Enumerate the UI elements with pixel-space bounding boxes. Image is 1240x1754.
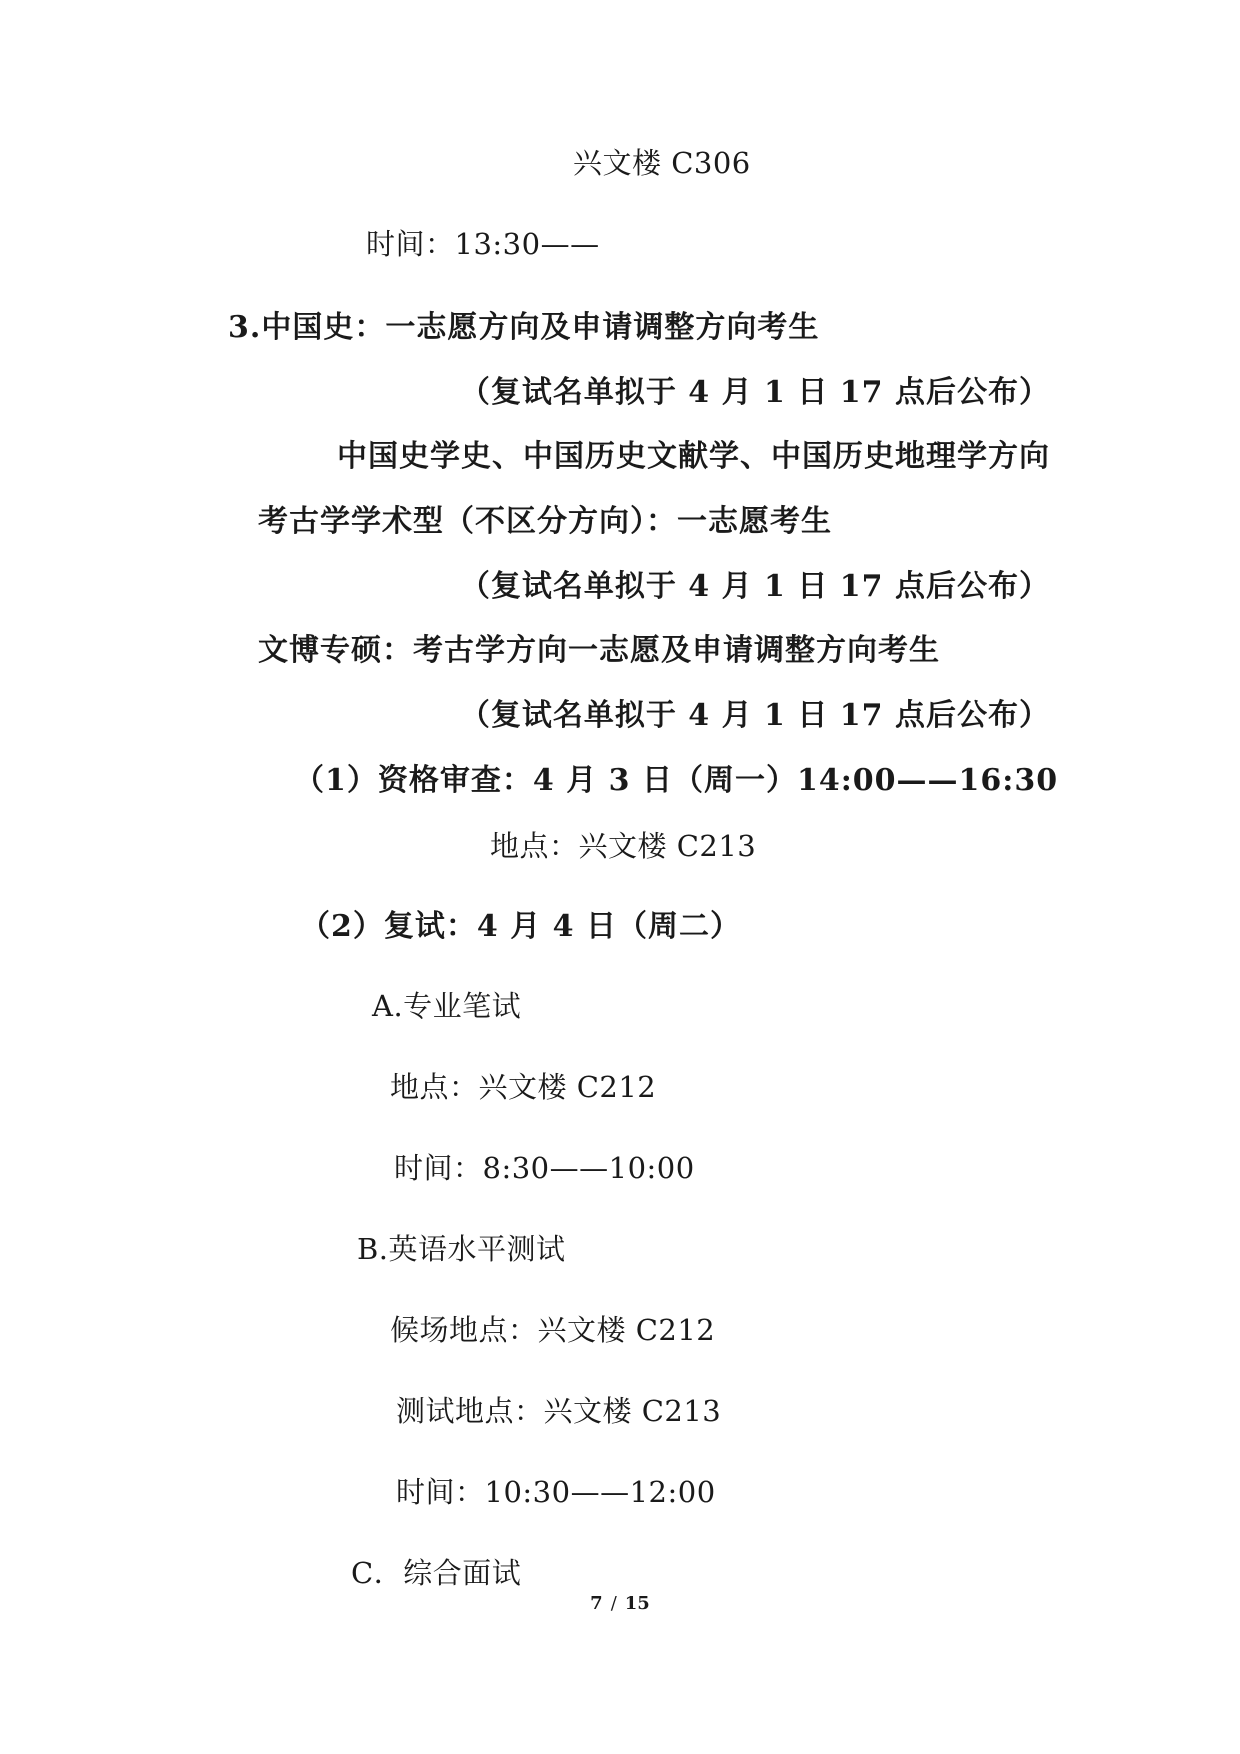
section-heading-chinese-history: 3.中国史：一志愿方向及申请调整方向考生	[228, 310, 820, 345]
time-line: 时间：8:30——10:00	[394, 1151, 695, 1185]
page-separator: /	[610, 1593, 617, 1614]
location-line: 地点：兴文楼 C213	[490, 829, 757, 863]
retest-date-line: （2）复试：4 月 4 日（周二）	[300, 909, 741, 944]
announcement-note: （复试名单拟于 4 月 1 日 17 点后公布）	[459, 569, 1050, 604]
subsection-written-exam: A.专业笔试	[372, 989, 522, 1023]
location-line: 地点：兴文楼 C212	[390, 1070, 657, 1104]
subsection-english-test: B.英语水平测试	[357, 1232, 566, 1266]
announcement-note: （复试名单拟于 4 月 1 日 17 点后公布）	[459, 698, 1050, 733]
time-line: 时间：10:30——12:00	[396, 1475, 716, 1509]
page-number	[0, 1592, 1240, 1616]
test-location-line: 测试地点：兴文楼 C213	[396, 1394, 722, 1428]
archaeology-heading: 考古学学术型（不区分方向）：一志愿考生	[258, 504, 832, 539]
location-line: 兴文楼 C306	[573, 146, 751, 180]
announcement-note: （复试名单拟于 4 月 1 日 17 点后公布）	[459, 375, 1050, 410]
total-pages-number: 15	[624, 1593, 650, 1614]
museum-heading: 文博专硕：考古学方向一志愿及申请调整方向考生	[258, 633, 940, 668]
waiting-location-line: 候场地点：兴文楼 C212	[390, 1313, 716, 1347]
direction-list: 中国史学史、中国历史文献学、中国历史地理学方向	[337, 439, 1050, 474]
subsection-interview: C．综合面试	[351, 1556, 522, 1590]
current-page-number: 7	[590, 1593, 603, 1614]
qualification-review-line: （1）资格审查：4 月 3 日（周一）14:00——16:30	[294, 763, 1059, 798]
time-line: 时间：13:30——	[366, 227, 600, 261]
